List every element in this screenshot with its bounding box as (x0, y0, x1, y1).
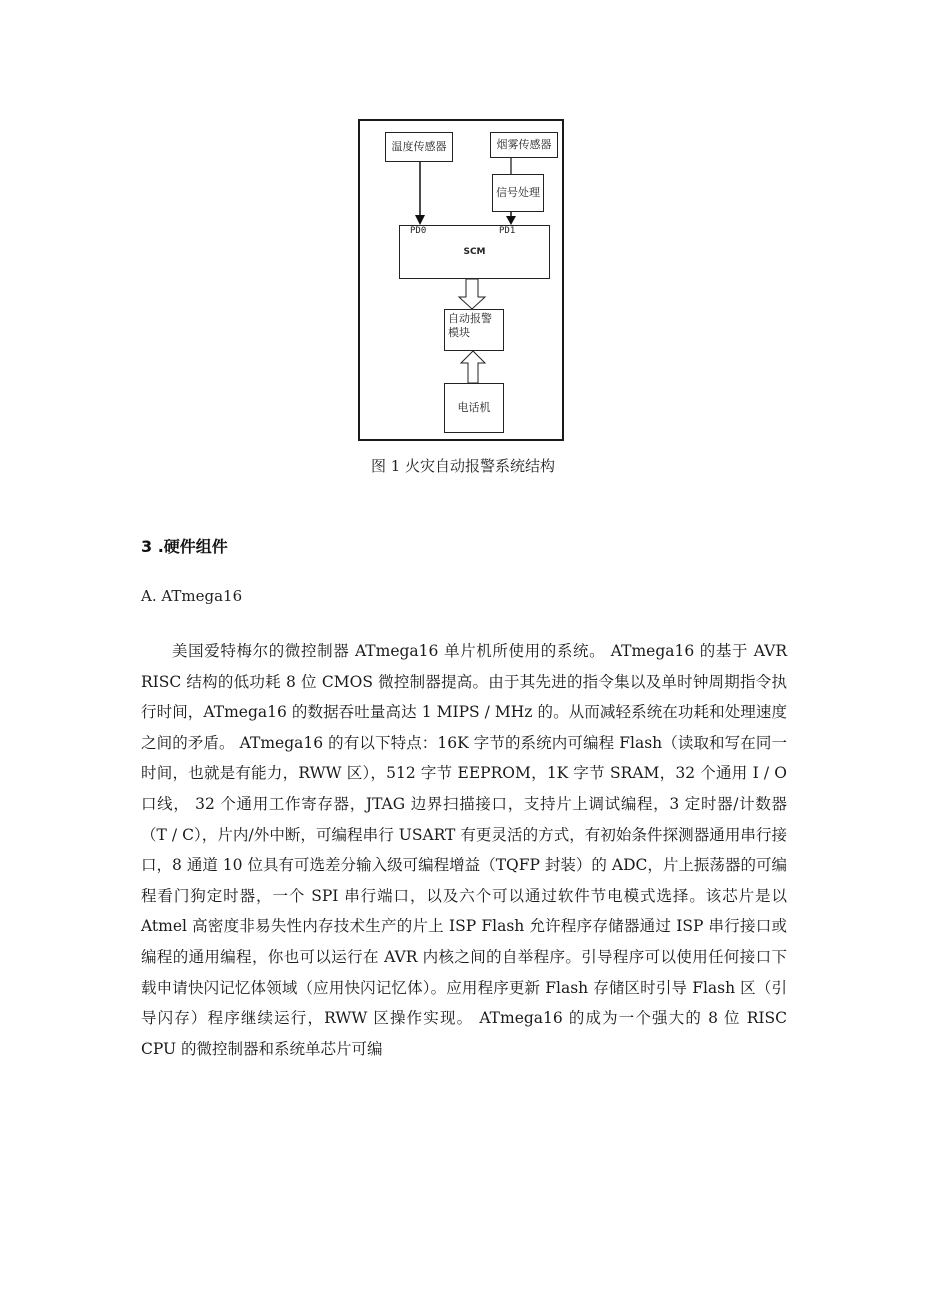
figure-caption: 图 1 火灾自动报警系统结构 (370, 457, 556, 475)
signal-arrowhead (506, 216, 516, 225)
pd0-label: PD0 (410, 226, 427, 236)
body-paragraph: 美国爱特梅尔的微控制器 ATmega16 单片机所使用的系统。 ATmega16 的基于 AVR RISC 结构的低功耗 8 位 CMOS 微控制器提高。由于其先进的指令集以及单时钟周期指令执行时间，ATmega16 的数据吞吐量高达 1 MIPS / MHz 的。从而减轻系统在功耗和处理速度之间的矛盾。 ATmega16 的有以下特点：16K 字节的系统内可编程 Flash（读取和写在同一时间，也就是有能力，RWW 区），512 字节 EEPROM，1K 字节 SRAM，32 个通用 I / O 口线， 32 个通用工作寄存器，JTAG 边界扫描接口，支持片上调试编程，3 定时器/计数器（T / C），片内/外中断，可编程串行 USART 有更灵活的方式，有初始条件探测器通用串行接口，8 通道 10 位具有可选差分输入级可编程增益（TQFP 封装）的 ADC，片上振荡器的可编程看门狗定时器，一个 SPI 串行端口，以及六个可以通过软件节电模式选择。该芯片是以 Atmel 高密度非易失性内存技术生产的片上 ISP Flash 允许程序存储器通过 ISP 串行接口或编程的通用编程，你也可以运行在 AVR 内核之间的自举程序。引导程序可以使用任何接口下载申请快闪记忆体领域（应用快闪记忆体）。应用程序更新 Flash 存储区时引导 Flash 区（引导闪存）程序继续运行，RWW 区操作实现。 ATmega16 的成为一个强大的 8 位 RISC CPU 的微控制器和系统单芯片可编 (141, 642, 787, 1058)
scm-label: SCM (463, 247, 486, 257)
telephone-label: 电话机 (457, 401, 491, 414)
temperature-sensor-label: 温度传感器 (391, 140, 447, 153)
smoke-sensor-label: 烟雾传感器 (496, 138, 552, 151)
section-heading: 3 .硬件组件 (141, 537, 228, 556)
temp-arrowhead (415, 215, 425, 225)
alarm-module-label: 自动报警模块 (448, 312, 492, 339)
scm-to-alarm-hollow-arrow (459, 279, 485, 309)
signal-processing-label: 信号处理 (496, 186, 540, 199)
diagram-connectors (358, 119, 564, 441)
fire-alarm-system-diagram (358, 119, 564, 441)
pd1-label: PD1 (499, 226, 516, 236)
subsection-heading: A. ATmega16 (141, 587, 243, 605)
phone-to-alarm-hollow-arrow (461, 351, 485, 383)
